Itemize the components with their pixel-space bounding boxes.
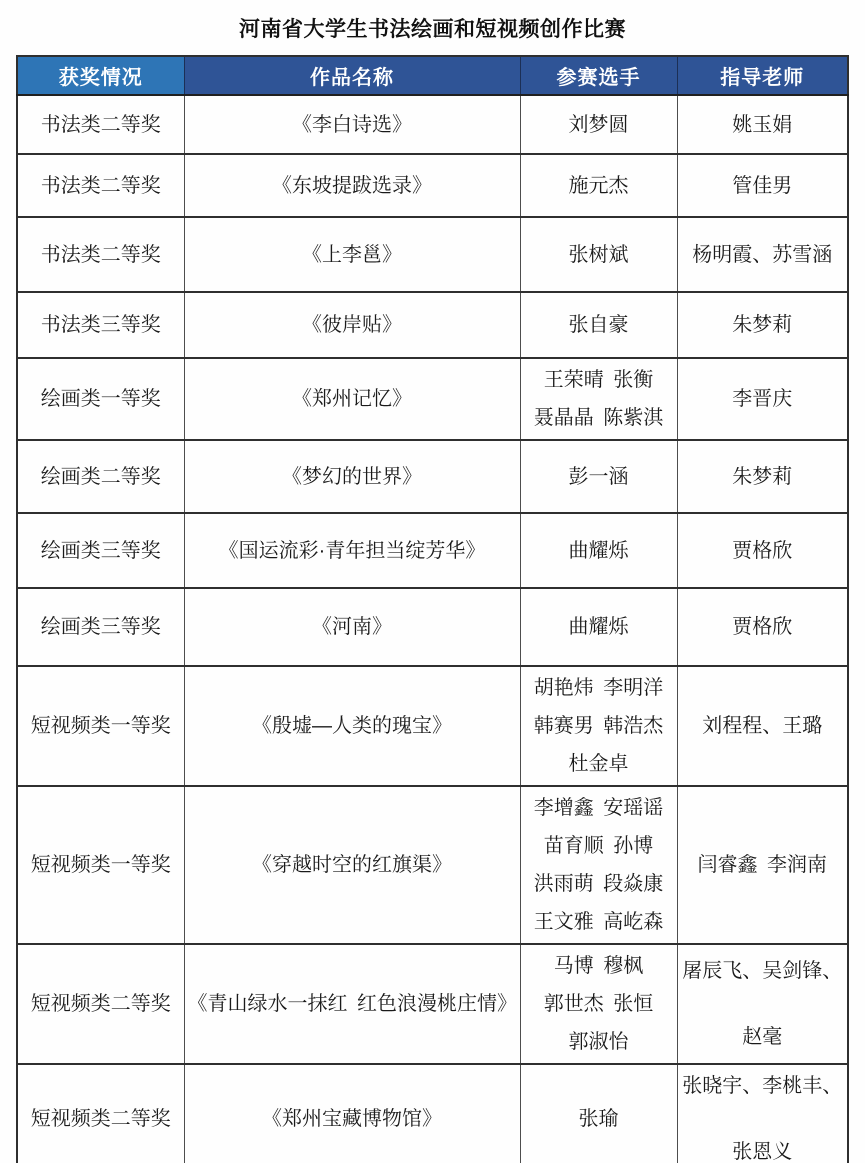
text-line: 书法类二等奖 (40, 243, 161, 266)
work-title-cell (184, 95, 520, 154)
text-line: 韩赛男 韩浩杰 (533, 715, 664, 737)
text-line: 书法类二等奖 (40, 174, 161, 197)
contestants-cell (520, 292, 677, 358)
contestants-cell (520, 154, 677, 217)
header-teachers: 指导老师 (677, 56, 848, 95)
text-line: 《上李邕》 (302, 243, 402, 266)
text-line: 《国运流彩·青年担当绽芳华》 (218, 539, 486, 562)
text-line: 王文雅 高屹森 (533, 911, 664, 933)
text-line: 《殷墟—人类的瑰宝》 (252, 715, 452, 737)
award-cell (17, 95, 184, 154)
text-line: 《彼岸贴》 (302, 314, 402, 336)
text-line: 洪雨萌 段焱康 (533, 873, 664, 895)
work-title-cell (184, 154, 520, 217)
text-line: 马博 穆枫 (553, 955, 644, 977)
text-line: 朱梦莉 (732, 465, 793, 488)
table-row (17, 358, 848, 440)
teachers-cell (677, 786, 848, 944)
award-cell (17, 440, 184, 513)
award-cell (17, 786, 184, 944)
text-line: 朱梦莉 (732, 314, 793, 336)
text-line: 郭淑怡 (568, 1031, 629, 1053)
work-title-cell (184, 786, 520, 944)
contestants-cell (520, 217, 677, 292)
text-line: 苗育顺 孙博 (543, 835, 654, 857)
awards-table (16, 55, 849, 1163)
teachers-cell (677, 358, 848, 440)
award-cell (17, 292, 184, 358)
text-line: 《郑州宝藏博物馆》 (262, 1108, 442, 1130)
table-row (17, 95, 848, 154)
text-line: 短视频类二等奖 (30, 1108, 171, 1130)
text-line: 贾格欣 (732, 539, 793, 562)
text-line: 曲耀烁 (568, 616, 629, 638)
contestants-cell (520, 944, 677, 1064)
table-row (17, 217, 848, 292)
teachers-cell (677, 944, 848, 1064)
table-row (17, 944, 848, 1064)
text-line: 杨明霞、苏雪涵 (692, 243, 833, 266)
text-line: 《李白诗选》 (292, 113, 412, 136)
text-line: 施元杰 (568, 174, 629, 197)
work-title-cell (184, 292, 520, 358)
award-cell (17, 944, 184, 1064)
text-line: 《穿越时空的红旗渠》 (252, 854, 452, 876)
header-work-name: 作品名称 (184, 56, 520, 95)
award-cell (17, 588, 184, 666)
text-line: 聂晶晶 陈紫淇 (533, 407, 664, 429)
table-row (17, 588, 848, 666)
award-cell (17, 666, 184, 786)
teachers-cell (677, 588, 848, 666)
header-contestants: 参赛选手 (520, 56, 677, 95)
text-line: 绘画类一等奖 (40, 388, 161, 410)
table-row (17, 1064, 848, 1163)
text-line: 张树斌 (568, 243, 629, 266)
text-line: 《郑州记忆》 (292, 388, 412, 410)
text-line: 书法类三等奖 (40, 314, 161, 336)
contestants-cell (520, 588, 677, 666)
award-cell (17, 358, 184, 440)
contestants-cell (520, 440, 677, 513)
award-cell (17, 1064, 184, 1163)
work-title-cell (184, 588, 520, 666)
work-title-cell (184, 1064, 520, 1163)
text-line: 胡艳炜 李明洋 (533, 677, 664, 699)
text-line: 绘画类三等奖 (40, 539, 161, 562)
text-line: 《梦幻的世界》 (282, 465, 422, 488)
teachers-cell (677, 95, 848, 154)
contestants-cell (520, 95, 677, 154)
text-line: 郭世杰 张恒 (543, 993, 654, 1015)
contestants-cell (520, 1064, 677, 1163)
work-title-cell (184, 666, 520, 786)
header-award-status: 获奖情况 (17, 56, 184, 95)
teachers-cell (677, 292, 848, 358)
teachers-cell (677, 217, 848, 292)
text-line: 赵毫 (742, 1026, 783, 1048)
contestants-cell (520, 358, 677, 440)
text-line: 《河南》 (312, 616, 392, 638)
text-line: 彭一涵 (568, 465, 629, 488)
text-line: 《青山绿水一抹红 红色浪漫桃庄情》 (187, 993, 518, 1015)
work-title-cell (184, 440, 520, 513)
text-line: 刘程程、王璐 (702, 715, 823, 737)
text-line: 《东坡提跋选录》 (272, 174, 432, 197)
work-title-cell (184, 513, 520, 588)
text-line: 贾格欣 (732, 616, 793, 638)
text-line: 绘画类三等奖 (40, 616, 161, 638)
text-line: 短视频类一等奖 (30, 715, 171, 737)
text-line: 张瑜 (578, 1108, 619, 1130)
award-cell (17, 154, 184, 217)
table-row (17, 440, 848, 513)
table-row (17, 513, 848, 588)
contestants-cell (520, 786, 677, 944)
teachers-cell (677, 440, 848, 513)
contestants-cell (520, 666, 677, 786)
text-line: 管佳男 (732, 174, 793, 197)
table-row (17, 292, 848, 358)
award-cell (17, 217, 184, 292)
page-title: 河南省大学生书法绘画和短视频创作比赛 (239, 18, 626, 41)
contestants-cell (520, 513, 677, 588)
text-line: 短视频类一等奖 (30, 854, 171, 876)
teachers-cell (677, 513, 848, 588)
table-row (17, 786, 848, 944)
text-line: 张晓宇、李桃丰、 (682, 1075, 843, 1097)
teachers-cell (677, 666, 848, 786)
table-row (17, 666, 848, 786)
text-line: 短视频类二等奖 (30, 993, 171, 1015)
work-title-cell (184, 217, 520, 292)
text-line: 张自豪 (568, 314, 629, 336)
work-title-cell (184, 358, 520, 440)
text-line: 屠辰飞、吴剑锋、 (682, 960, 843, 982)
text-line: 李增鑫 安瑶谣 (533, 797, 664, 819)
award-cell (17, 513, 184, 588)
teachers-cell (677, 1064, 848, 1163)
text-line: 张恩义 (732, 1141, 793, 1163)
work-title-cell (184, 944, 520, 1064)
text-line: 李晋庆 (732, 388, 793, 410)
text-line: 曲耀烁 (568, 539, 629, 562)
text-line: 刘梦圆 (568, 113, 629, 136)
table-body (17, 95, 848, 1163)
header-row (17, 56, 848, 95)
text-line: 绘画类二等奖 (40, 465, 161, 488)
text-line: 王荣晴 张衡 (543, 369, 654, 391)
teachers-cell (677, 154, 848, 217)
table-row (17, 154, 848, 217)
text-line: 杜金卓 (568, 753, 629, 775)
text-line: 书法类二等奖 (40, 113, 161, 136)
text-line: 姚玉娟 (732, 113, 793, 136)
text-line: 闫睿鑫 李润南 (697, 854, 828, 876)
